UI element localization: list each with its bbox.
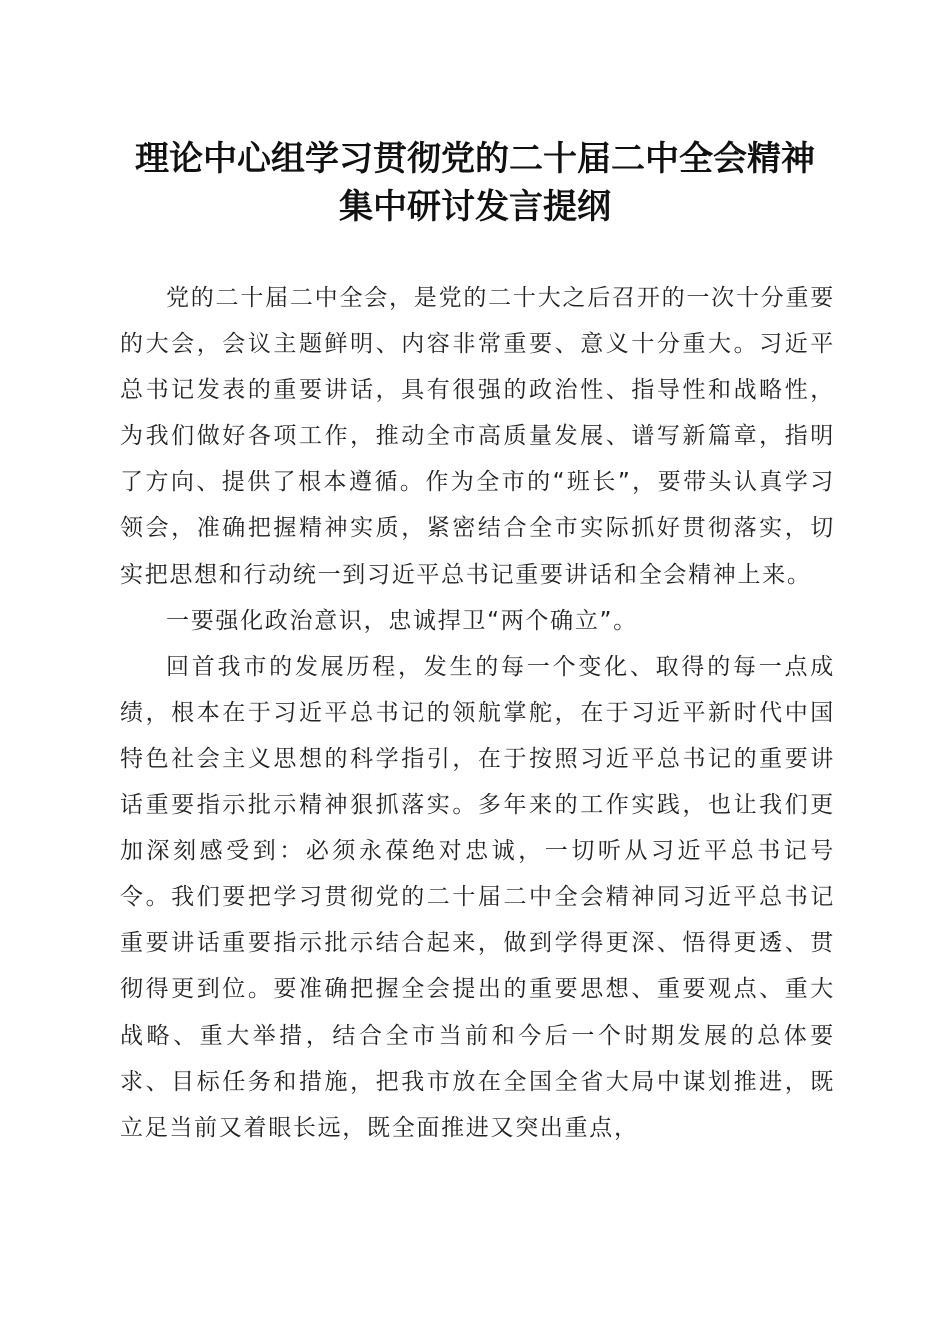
page-title xyxy=(100,135,850,231)
paragraph-body-1: 回首我市的发展历程，发生的每一个变化、取得的每一点成绩，根本在于习近平总书记的领航掌舵，在于习近平新时代中国特色社会主义思想的科学指引，在于按照习近平总书记的重要讲话重要指示批示精神狠抓落实。多年来的工作实践，也让我们更加深刻感受到：必须永葆绝对忠诚，一切听从习近平总书记号令。我们要把学习贯彻党的二十届二中全会精神同习近平总书记重要讲话重要指示批示结合起来，做到学得更深、悟得更透、贯彻得更到位。要准确把握全会提出的重要思想、重要观点、重大战略、重大举措，结合全市当前和今后一个时期发展的总体要求、目标任务和措施，把我市放在全国全省大局中谋划推进，既立足当前又着眼长远，既全面推进又突出重点， xyxy=(120,653,835,1141)
paragraph-heading-1: 一要强化政治意识，忠诚捍卫“两个确立”。 xyxy=(166,607,638,634)
title-line-1: 理论中心组学习贯彻党的二十届二中全会精神 xyxy=(135,139,815,179)
paragraph-intro: 党的二十届二中全会，是党的二十大之后召开的一次十分重要的大会，会议主题鲜明、内容非常重要、意义十分重大。习近平总书记发表的重要讲话，具有很强的政治性、指导性和战略性，为我们做好各项工作，推动全市高质量发展、谱写新篇章，指明了方向、提供了根本遵循。作为全市的“班长”，要带头认真学习领会，准确把握精神实质，紧密结合全市实际抓好贯彻落实，切实把思想和行动统一到习近平总书记重要讲话和全会精神上来。 xyxy=(120,285,835,588)
title-line-2: 集中研讨发言提纲 xyxy=(339,187,611,227)
document-body xyxy=(120,275,835,1151)
